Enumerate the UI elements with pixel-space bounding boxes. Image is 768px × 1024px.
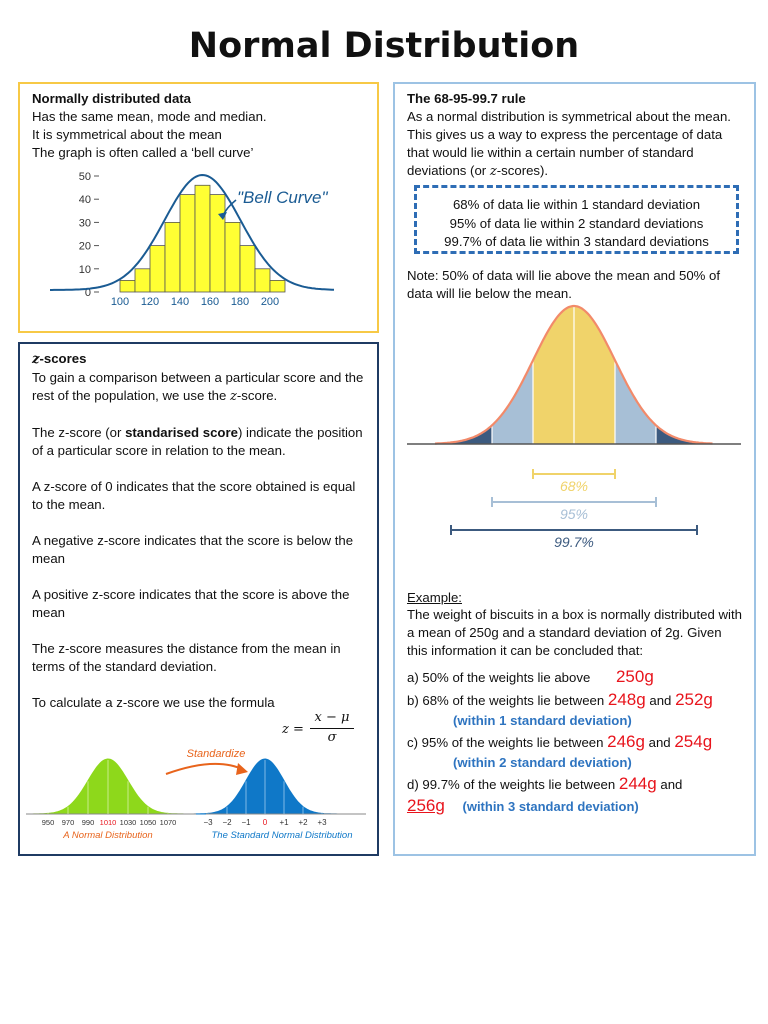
rule-95: 95% of data lie within 2 standard deviations xyxy=(449,215,704,231)
zscore-heading-z: z xyxy=(32,352,40,367)
y-tick-label: 40 xyxy=(78,194,91,207)
zscore-heading-rest: -scores xyxy=(39,351,87,366)
formula-lhs: z = xyxy=(282,722,304,737)
example-c-value-2: 254g xyxy=(674,732,713,751)
zscore-para-2 xyxy=(32,424,367,460)
normal-data-box xyxy=(18,82,379,333)
rule-intro-z: z xyxy=(489,164,497,179)
bell-curve-title: "Bell Curve" xyxy=(237,188,328,207)
zscore-para-1-z: z xyxy=(229,389,237,404)
histogram-bar xyxy=(210,195,225,292)
x-tick-label: 100 xyxy=(110,296,130,308)
y-tick-label: 30 xyxy=(78,217,91,230)
example-d-note: (within 3 standard deviation) xyxy=(462,799,639,814)
example-b-value-1: 248g xyxy=(607,690,646,709)
rule-intro xyxy=(407,108,744,181)
example-c-value-1: 246g xyxy=(607,732,645,751)
x-tick-label: 140 xyxy=(170,296,190,308)
left-tick-label: 970 xyxy=(61,818,75,827)
rule-intro-a: As a normal distribution is symmetrical about the mean. This gives us a way to express the percentage of data that would lie within a certain number of standard deviations (or xyxy=(407,109,731,178)
example-d-text: d) 99.7% of the weights lie between xyxy=(407,777,616,792)
histogram-bar xyxy=(165,222,180,292)
x-tick-label: 200 xyxy=(260,296,280,308)
histogram-bar xyxy=(180,195,195,292)
example-b-text: b) 68% of the weights lie between xyxy=(407,693,605,708)
example-intro: The weight of biscuits in a box is normally distributed with a mean of 250g and a standard deviation of 2g. Given this information it can be concluded that: xyxy=(407,607,742,658)
bell-curve-chart xyxy=(40,170,365,310)
zscore-para-6: The z-score measures the distance from the mean in terms of the standard deviation. xyxy=(32,641,341,674)
histogram-bar xyxy=(270,280,285,292)
zscore-para-1-b: -score. xyxy=(236,388,278,403)
example-heading: Example: xyxy=(407,590,462,605)
formula-numerator: x − μ xyxy=(314,710,350,725)
left-tick-label: 1050 xyxy=(139,818,157,827)
zscore-para-1-a: To gain a comparison between a particular score and the rest of the population, we use the xyxy=(32,370,364,403)
histogram-bar xyxy=(240,246,255,292)
left-tick-label: 1030 xyxy=(119,818,137,827)
example-d-continued xyxy=(407,797,639,816)
normal-data-line-2: It is symmetrical about the mean xyxy=(32,127,222,142)
normal-data-line-3: The graph is often called a ‘bell curve’ xyxy=(32,145,254,160)
example-c-and: and xyxy=(648,735,671,750)
y-tick-label: 50 xyxy=(78,171,91,183)
right-tick-label: −2 xyxy=(222,818,232,827)
example-c xyxy=(407,733,712,752)
right-tick-label: 0 xyxy=(262,818,268,827)
range-label: 99.7% xyxy=(554,534,594,550)
normal-data-line-1: Has the same mean, mode and median. xyxy=(32,109,267,124)
zscore-para-4: A negative z-score indicates that the score is below the mean xyxy=(32,533,354,566)
example-d xyxy=(407,775,682,794)
page-title: Normal Distribution xyxy=(188,26,580,66)
x-tick-label: 180 xyxy=(230,296,250,308)
example-d-value-2: 256g xyxy=(407,796,445,815)
rule-text xyxy=(407,90,744,181)
example-b xyxy=(407,691,713,710)
zscore-para-3: A z-score of 0 indicates that the score obtained is equal to the mean. xyxy=(32,479,356,512)
zscore-para-7: To calculate a z-score we use the formula xyxy=(32,695,275,710)
example-b-value-2: 252g xyxy=(675,690,713,709)
zscore-text xyxy=(32,350,367,712)
zscore-para-5: A positive z-score indicates that the score is above the mean xyxy=(32,587,350,620)
right-tick-label: +2 xyxy=(298,818,308,827)
zscore-para-2-b: ) indicate the position of a particular score in relation to the mean. xyxy=(32,425,363,458)
rule-997: 99.7% of data lie within 3 standard deviations xyxy=(444,234,709,249)
example-a-text: a) 50% of the weights lie above xyxy=(407,670,591,685)
example-a-value: 250g xyxy=(615,667,654,686)
histogram-bar xyxy=(225,222,240,292)
y-tick-label: 10 xyxy=(78,263,91,276)
histogram-bar xyxy=(120,280,135,292)
histogram-bar xyxy=(255,269,270,292)
standardize-arrow xyxy=(166,764,244,774)
range-label: 68% xyxy=(559,478,589,494)
right-tick-label: −1 xyxy=(241,818,251,827)
left-tick-label: 950 xyxy=(41,818,55,827)
zscore-para-2-a: The z-score (or xyxy=(32,425,126,440)
formula-fraction-bar xyxy=(310,728,354,729)
standardize-arrowhead xyxy=(236,763,248,775)
rule-box xyxy=(393,82,756,856)
rule-summary-box xyxy=(414,185,739,254)
zscore-para-1 xyxy=(32,369,367,406)
x-tick-label: 160 xyxy=(200,296,220,308)
example-d-value-1: 244g xyxy=(618,774,657,793)
example-b-note: (within 1 standard deviation) xyxy=(453,713,632,728)
right-tick-label: +1 xyxy=(279,818,289,827)
example-b-and: and xyxy=(649,693,672,708)
zscore-para-2-bold: standarised score xyxy=(125,425,238,440)
example-c-text: c) 95% of the weights lie between xyxy=(407,735,604,750)
rule-heading: The 68-95-99.7 rule xyxy=(407,91,526,106)
histogram-bar xyxy=(150,246,165,292)
example-c-note: (within 2 standard deviation) xyxy=(453,755,632,770)
left-tick-label: 990 xyxy=(81,818,95,827)
right-tick-label: +3 xyxy=(317,818,327,827)
right-caption: The Standard Normal Distribution xyxy=(211,830,353,841)
histogram-bar xyxy=(135,269,150,292)
x-tick-label: 120 xyxy=(140,296,160,308)
standardize-chart xyxy=(26,748,374,848)
example-d-and: and xyxy=(660,777,683,792)
left-tick-label: 1010 xyxy=(99,818,117,827)
rule-68: 68% of data lie within 1 standard deviation xyxy=(452,197,701,212)
left-tick-label: 1070 xyxy=(159,818,177,827)
histogram-bar xyxy=(195,185,210,292)
rule-intro-b: -scores). xyxy=(496,163,549,178)
normal-data-heading: Normally distributed data xyxy=(32,91,192,106)
normal-data-text xyxy=(32,90,367,162)
zscore-box xyxy=(18,342,379,856)
standardize-label: Standardize xyxy=(186,748,246,760)
zscore-heading xyxy=(32,350,367,369)
empirical-rule-chart xyxy=(405,302,745,552)
y-tick-label: 0 xyxy=(84,287,91,299)
formula-denominator: σ xyxy=(327,730,337,745)
rule-note: Note: 50% of data will lie above the mean and 50% of data will lie below the mean. xyxy=(407,268,721,301)
right-tick-label: −3 xyxy=(203,818,213,827)
range-label: 95% xyxy=(559,506,589,522)
left-caption: A Normal Distribution xyxy=(63,830,153,841)
y-tick-label: 20 xyxy=(78,240,91,253)
example-a xyxy=(407,668,654,687)
